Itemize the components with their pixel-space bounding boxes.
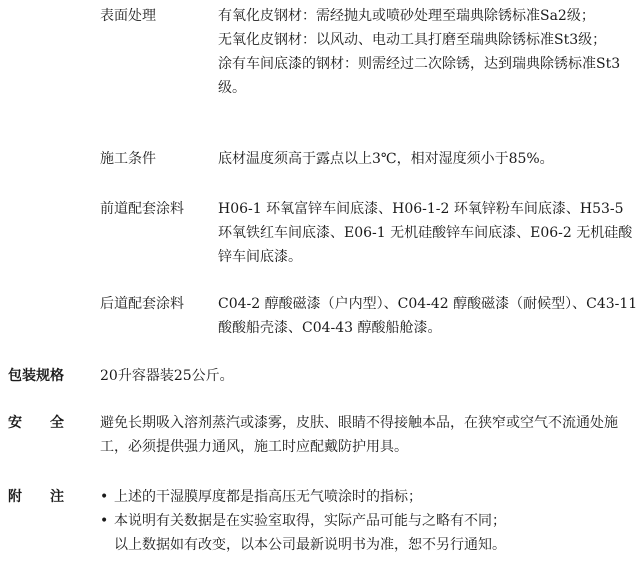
surface-treatment-line-1: 有氧化皮钢材：需经抛丸或喷砂处理至瑞典除锈标准Sa2级；	[218, 8, 595, 24]
safety-text: 避免长期吸入溶剂蒸汽或漆雾，皮肤、眼睛不得接触本品，在狭窄或空气不流通处施工，必须提供强力通风，施工时应配戴防护用具。	[100, 415, 618, 455]
surface-treatment-label: 表面处理	[100, 8, 156, 24]
safety-title: 安 全	[8, 415, 64, 431]
notes-title: 附 注	[8, 489, 64, 505]
notes-item-text: 上述的干湿膜厚度都是指高压无气喷涂时的指标；	[114, 489, 422, 505]
packaging-text: 20升容器装25公斤。	[100, 368, 234, 384]
notes-item-1	[100, 485, 640, 509]
notes-item-2	[100, 509, 640, 533]
surface-treatment-body	[218, 4, 640, 100]
prior-coating-text: H06-1 环氧富锌车间底漆、H06-1-2 环氧锌粉车间底漆、H53-5 环氧铁红车间底漆、E06-1 无机硅酸锌车间底漆、E06-2 无机硅酸锌车间底漆。	[218, 201, 633, 265]
safety-section	[8, 411, 640, 459]
prior-coating-row	[100, 197, 640, 269]
subsequent-coating-row	[100, 292, 640, 340]
notes-continuation: 以上数据如有改变，以本公司最新说明书为准，恕不另行通知。	[114, 537, 506, 553]
packaging-title: 包装规格	[8, 368, 64, 384]
subsequent-coating-label: 后道配套涂料	[100, 296, 184, 312]
subsequent-coating-text: C04-2 醇酸磁漆（户内型）、C04-42 醇酸磁漆（耐候型）、C43-11 酸酸船壳漆、C04-43 醇酸船舱漆。	[218, 296, 638, 336]
application-conditions-text: 底材温度须高于露点以上3℃，相对湿度须小于85%。	[218, 151, 554, 167]
bullet-icon: •	[100, 489, 109, 505]
notes-section	[8, 485, 640, 557]
application-conditions-row	[100, 147, 640, 171]
bullet-icon: •	[100, 513, 109, 529]
packaging-section	[8, 364, 640, 388]
surface-treatment-row	[100, 4, 640, 100]
surface-treatment-line-3: 涂有车间底漆的钢材：则需经过二次除锈，达到瑞典除锈标准St3级。	[218, 56, 621, 96]
notes-body	[100, 485, 640, 557]
prior-coating-label: 前道配套涂料	[100, 201, 184, 217]
application-conditions-label: 施工条件	[100, 151, 156, 167]
notes-item-text: 本说明有关数据是在实验室取得，实际产品可能与之略有不同；	[114, 513, 506, 529]
surface-treatment-line-2: 无氧化皮钢材：以风动、电动工具打磨至瑞典除锈标准St3级；	[218, 32, 607, 48]
